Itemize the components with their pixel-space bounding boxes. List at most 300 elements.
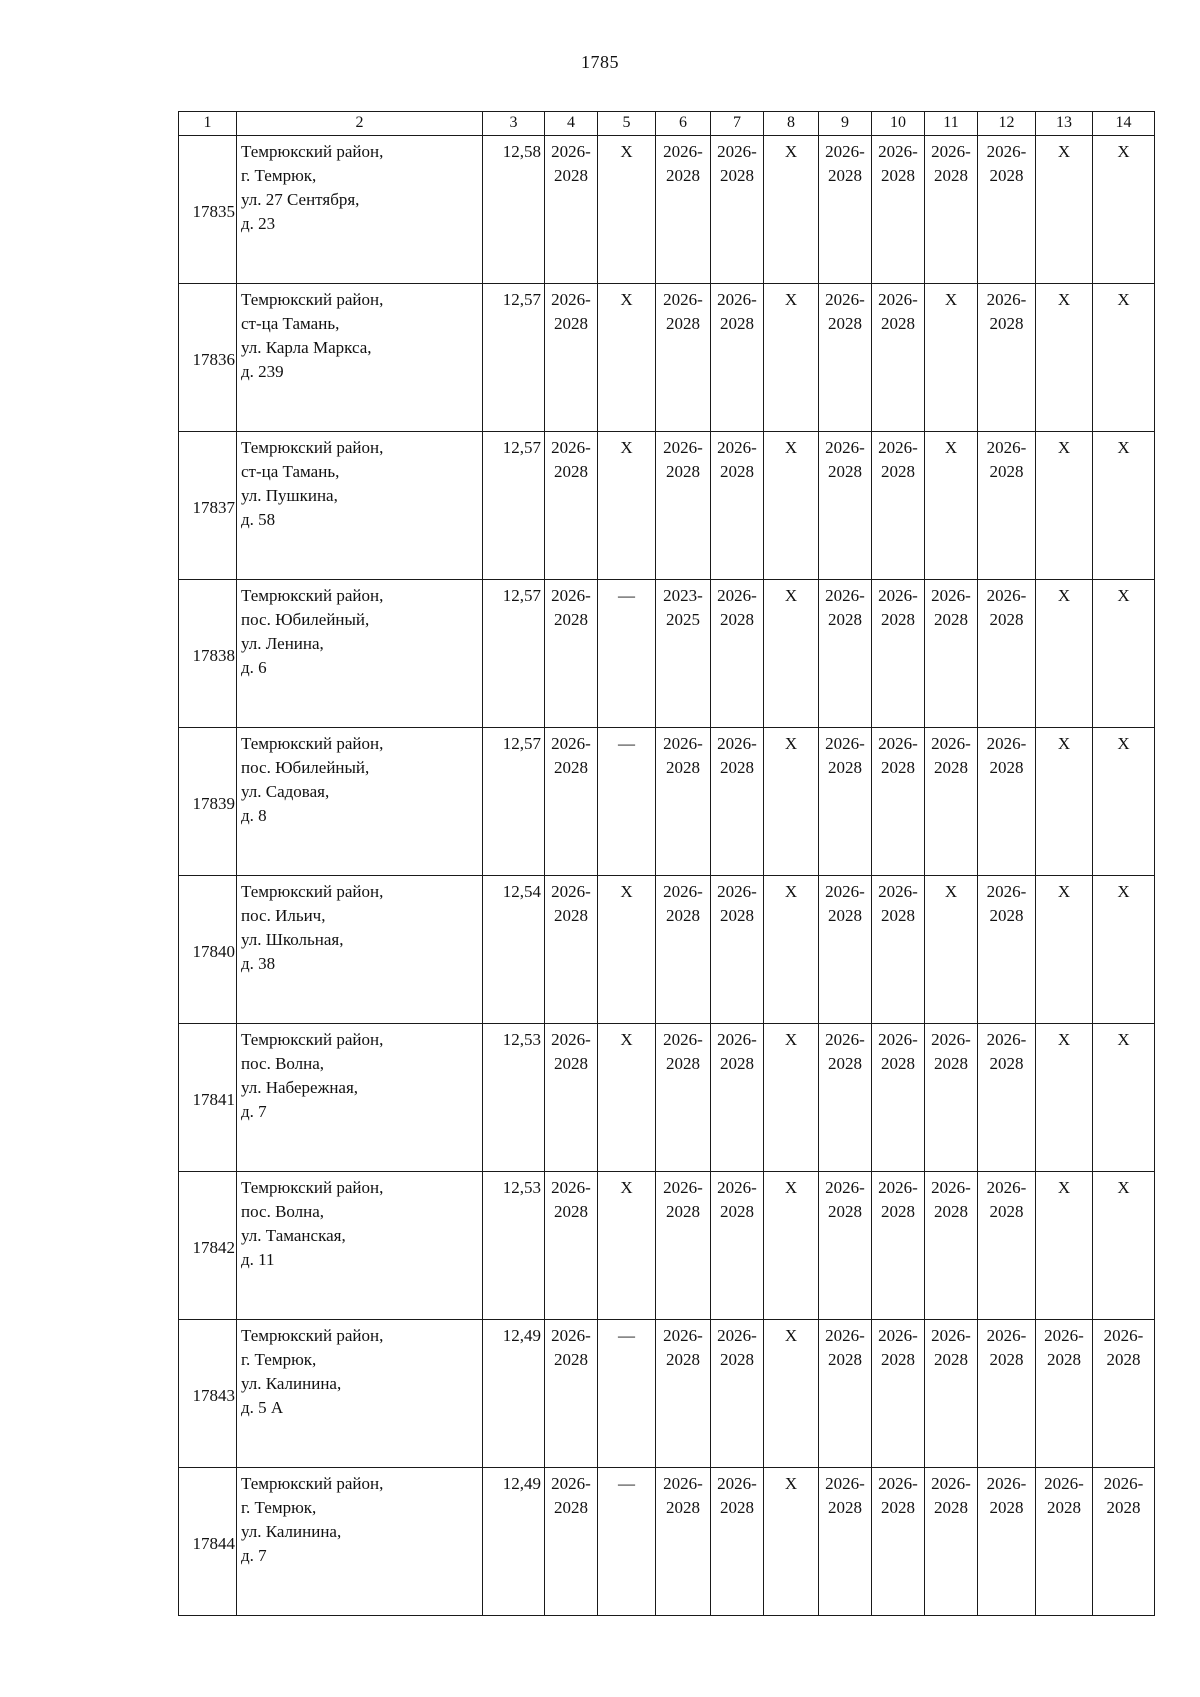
period-value: Х — [1057, 734, 1071, 753]
address-cell — [237, 136, 483, 284]
period-value: 2026- — [986, 882, 1027, 901]
period-value: 2028 — [720, 906, 754, 925]
period-value: Х — [620, 1178, 633, 1197]
address-line: ул. Ленина, — [241, 634, 324, 653]
period-value: 2028 — [666, 1054, 700, 1073]
row-number: 17837 — [179, 432, 237, 580]
address-line: ул. Пушкина, — [241, 486, 338, 505]
period-cell-col-10 — [872, 1320, 925, 1468]
period-value: 2026- — [1103, 1474, 1144, 1493]
period-cell-col-9 — [819, 432, 872, 580]
period-cell-col-7 — [711, 432, 764, 580]
period-value: Х — [1117, 586, 1130, 605]
period-value: 2028 — [989, 314, 1024, 333]
period-cell-col-14 — [1093, 136, 1155, 284]
period-cell-col-5 — [598, 432, 656, 580]
address-line: ул. Школьная, — [241, 930, 344, 949]
table-row — [179, 580, 1155, 728]
address-cell — [237, 876, 483, 1024]
period-cell-col-13 — [1036, 876, 1093, 1024]
period-value: 2026- — [878, 290, 918, 309]
table-row — [179, 136, 1155, 284]
table-body — [179, 112, 1155, 1616]
period-cell-col-8 — [764, 1320, 819, 1468]
period-cell-col-14 — [1093, 432, 1155, 580]
period-cell-col-9 — [819, 1172, 872, 1320]
address-line: д. 7 — [241, 1102, 267, 1121]
address-line: Темрюкский район, — [241, 1474, 384, 1493]
period-cell-col-8 — [764, 432, 819, 580]
period-cell-col-4 — [545, 136, 598, 284]
period-cell-col-9 — [819, 728, 872, 876]
period-value: 2028 — [554, 906, 588, 925]
period-value: 2026- — [551, 882, 591, 901]
period-cell-col-6 — [656, 1024, 711, 1172]
period-value: 2026- — [825, 1030, 865, 1049]
period-value: 2026- — [551, 142, 591, 161]
period-value: 2026- — [986, 1178, 1027, 1197]
address-cell — [237, 1468, 483, 1616]
period-value: Х — [784, 586, 798, 605]
period-value: 2026- — [825, 586, 865, 605]
period-cell-col-11 — [925, 432, 978, 580]
period-value: Х — [1117, 290, 1130, 309]
period-value: Х — [1057, 1030, 1071, 1049]
period-cell-col-10 — [872, 1468, 925, 1616]
period-value: 2028 — [554, 314, 588, 333]
period-cell-col-6 — [656, 1468, 711, 1616]
period-value: Х — [1117, 734, 1130, 753]
address-line: ул. Таманская, — [241, 1226, 346, 1245]
period-value: Х — [784, 290, 798, 309]
period-cell-col-5 — [598, 136, 656, 284]
rate-cell: 12,57 — [483, 580, 545, 728]
period-cell-col-8 — [764, 1172, 819, 1320]
period-cell-col-9 — [819, 1468, 872, 1616]
period-cell-col-8 — [764, 1024, 819, 1172]
period-value: 2028 — [554, 462, 588, 481]
period-cell-col-12 — [978, 1468, 1036, 1616]
address-cell — [237, 1024, 483, 1172]
period-value: 2028 — [828, 610, 862, 629]
period-value: 2026- — [551, 1030, 591, 1049]
period-cell-col-7 — [711, 728, 764, 876]
period-value: Х — [1057, 290, 1071, 309]
address-line: ул. Набережная, — [241, 1078, 359, 1097]
column-number-1: 1 — [179, 112, 237, 136]
period-value: 2026- — [663, 290, 703, 309]
period-cell-col-10 — [872, 136, 925, 284]
period-value: — — [618, 1474, 635, 1493]
address-line: Темрюкский район, — [241, 290, 384, 309]
table-row — [179, 728, 1155, 876]
period-value: 2026- — [717, 290, 757, 309]
period-value: 2028 — [989, 610, 1024, 629]
period-cell-col-12 — [978, 1024, 1036, 1172]
period-cell-col-11 — [925, 1320, 978, 1468]
period-value: Х — [1057, 142, 1071, 161]
rate-cell: 12,53 — [483, 1024, 545, 1172]
period-value: 2026- — [986, 734, 1027, 753]
period-value: 2028 — [989, 906, 1024, 925]
period-cell-col-7 — [711, 284, 764, 432]
period-value: 2023- — [663, 586, 703, 605]
period-cell-col-7 — [711, 1172, 764, 1320]
period-value: Х — [1057, 586, 1071, 605]
period-value: 2026- — [1103, 1326, 1144, 1345]
period-cell-col-5 — [598, 1172, 656, 1320]
table-row — [179, 284, 1155, 432]
period-cell-col-9 — [819, 1320, 872, 1468]
period-value: 2025 — [666, 610, 700, 629]
period-value: 2026- — [878, 1178, 918, 1197]
period-value: 2028 — [720, 1350, 754, 1369]
period-value: 2028 — [989, 1498, 1024, 1517]
address-line: Темрюкский район, — [241, 586, 384, 605]
period-value: 2026- — [825, 290, 865, 309]
period-value: 2028 — [720, 1054, 754, 1073]
address-cell — [237, 284, 483, 432]
row-number: 17838 — [179, 580, 237, 728]
period-value: 2026- — [1044, 1326, 1084, 1345]
period-cell-col-10 — [872, 728, 925, 876]
address-line: Темрюкский район, — [241, 1326, 384, 1345]
address-line: ст-ца Тамань, — [241, 462, 340, 481]
period-value: 2028 — [828, 1498, 862, 1517]
rate-cell: 12,57 — [483, 432, 545, 580]
address-line: ул. Садовая, — [241, 782, 330, 801]
rate-cell: 12,49 — [483, 1468, 545, 1616]
column-number-8: 8 — [764, 112, 819, 136]
period-value: 2028 — [989, 1350, 1024, 1369]
period-value: 2028 — [1047, 1498, 1081, 1517]
period-cell-col-10 — [872, 284, 925, 432]
period-value: 2028 — [720, 314, 754, 333]
period-cell-col-8 — [764, 136, 819, 284]
address-cell — [237, 580, 483, 728]
period-value: 2028 — [881, 1054, 915, 1073]
period-value: — — [618, 586, 635, 605]
period-cell-col-11 — [925, 876, 978, 1024]
period-cell-col-7 — [711, 136, 764, 284]
period-value: 2026- — [825, 734, 865, 753]
period-value: 2028 — [666, 462, 700, 481]
period-value: Х — [1117, 438, 1130, 457]
period-value: 2026- — [986, 1030, 1027, 1049]
period-value: 2026- — [986, 142, 1027, 161]
period-cell-col-8 — [764, 876, 819, 1024]
period-cell-col-4 — [545, 284, 598, 432]
period-value: 2028 — [934, 610, 968, 629]
period-cell-col-14 — [1093, 1172, 1155, 1320]
address-line: ул. Калинина, — [241, 1522, 342, 1541]
period-value: 2026- — [717, 734, 757, 753]
period-value: 2026- — [825, 142, 865, 161]
period-cell-col-4 — [545, 728, 598, 876]
period-value: 2026- — [551, 290, 591, 309]
period-value: 2028 — [666, 1350, 700, 1369]
period-value: 2026- — [931, 142, 971, 161]
period-value: 2026- — [878, 438, 918, 457]
period-cell-col-8 — [764, 284, 819, 432]
rate-cell: 12,53 — [483, 1172, 545, 1320]
row-number: 17844 — [179, 1468, 237, 1616]
address-line: Темрюкский район, — [241, 438, 384, 457]
address-line: д. 58 — [241, 510, 276, 529]
period-value: 2026- — [878, 882, 918, 901]
period-cell-col-5 — [598, 1468, 656, 1616]
period-cell-col-9 — [819, 284, 872, 432]
address-line: Темрюкский район, — [241, 142, 384, 161]
rate-cell: 12,58 — [483, 136, 545, 284]
period-value: Х — [784, 1326, 798, 1345]
period-value: 2026- — [663, 142, 703, 161]
period-cell-col-10 — [872, 1024, 925, 1172]
period-value: 2026- — [878, 142, 918, 161]
address-cell — [237, 1172, 483, 1320]
row-number: 17835 — [179, 136, 237, 284]
period-value: 2028 — [934, 1350, 968, 1369]
period-cell-col-14 — [1093, 1024, 1155, 1172]
period-cell-col-4 — [545, 1172, 598, 1320]
period-value: Х — [620, 142, 633, 161]
column-number-row — [179, 112, 1155, 136]
period-value: 2028 — [720, 166, 754, 185]
period-value: 2028 — [720, 610, 754, 629]
period-value: 2028 — [989, 1054, 1024, 1073]
period-value: 2026- — [986, 438, 1027, 457]
period-value: Х — [1057, 1178, 1071, 1197]
period-value: 2028 — [989, 166, 1024, 185]
period-value: Х — [944, 438, 958, 457]
row-number: 17836 — [179, 284, 237, 432]
period-value: 2028 — [1106, 1498, 1141, 1517]
period-value: Х — [944, 290, 958, 309]
address-line: д. 6 — [241, 658, 267, 677]
period-value: 2026- — [878, 1474, 918, 1493]
period-cell-col-7 — [711, 580, 764, 728]
period-value: 2028 — [720, 1202, 754, 1221]
period-value: Х — [620, 882, 633, 901]
period-cell-col-13 — [1036, 1024, 1093, 1172]
column-number-2: 2 — [237, 112, 483, 136]
column-number-12: 12 — [978, 112, 1036, 136]
period-value: 2028 — [666, 1202, 700, 1221]
period-value: 2026- — [717, 142, 757, 161]
period-value: 2026- — [878, 1326, 918, 1345]
table-row — [179, 1320, 1155, 1468]
period-cell-col-4 — [545, 876, 598, 1024]
period-value: 2028 — [554, 166, 588, 185]
address-line: пос. Юбилейный, — [241, 610, 370, 629]
column-number-5: 5 — [598, 112, 656, 136]
period-cell-col-9 — [819, 580, 872, 728]
table-row — [179, 1024, 1155, 1172]
column-number-14: 14 — [1093, 112, 1155, 136]
period-value: — — [618, 734, 635, 753]
period-cell-col-6 — [656, 284, 711, 432]
period-value: 2026- — [931, 586, 971, 605]
address-line: г. Темрюк, — [241, 166, 317, 185]
period-cell-col-4 — [545, 1320, 598, 1468]
table-row — [179, 1468, 1155, 1616]
period-cell-col-13 — [1036, 1320, 1093, 1468]
period-value: 2026- — [663, 1326, 703, 1345]
period-value: 2028 — [666, 1498, 700, 1517]
period-value: 2026- — [717, 1474, 757, 1493]
period-cell-col-4 — [545, 432, 598, 580]
row-number: 17842 — [179, 1172, 237, 1320]
period-value: 2026- — [717, 1178, 757, 1197]
rate-cell: 12,49 — [483, 1320, 545, 1468]
address-line: Темрюкский район, — [241, 1178, 384, 1197]
address-line: г. Темрюк, — [241, 1350, 317, 1369]
period-value: Х — [620, 1030, 633, 1049]
period-value: Х — [1117, 1030, 1130, 1049]
period-value: 2026- — [717, 586, 757, 605]
period-cell-col-12 — [978, 284, 1036, 432]
period-value: 2028 — [881, 610, 915, 629]
column-number-10: 10 — [872, 112, 925, 136]
period-cell-col-6 — [656, 1320, 711, 1468]
period-value: Х — [784, 734, 798, 753]
period-value: 2026- — [878, 734, 918, 753]
address-line: д. 5 А — [241, 1398, 284, 1417]
period-value: 2028 — [720, 1498, 754, 1517]
period-value: 2026- — [825, 1474, 865, 1493]
table-row — [179, 1172, 1155, 1320]
period-value: 2026- — [986, 1326, 1027, 1345]
period-value: 2028 — [554, 1350, 588, 1369]
period-cell-col-6 — [656, 876, 711, 1024]
period-value: 2028 — [554, 1498, 588, 1517]
period-value: Х — [784, 882, 798, 901]
period-cell-col-4 — [545, 1468, 598, 1616]
period-cell-col-12 — [978, 432, 1036, 580]
rate-cell: 12,57 — [483, 728, 545, 876]
period-cell-col-4 — [545, 580, 598, 728]
address-line: ул. 27 Сентября, — [241, 190, 360, 209]
column-number-13: 13 — [1036, 112, 1093, 136]
address-line: д. 23 — [241, 214, 276, 233]
period-value: 2028 — [881, 462, 915, 481]
period-value: 2028 — [934, 166, 968, 185]
period-value: Х — [784, 142, 798, 161]
period-value: 2026- — [931, 1474, 971, 1493]
period-cell-col-5 — [598, 876, 656, 1024]
period-cell-col-13 — [1036, 728, 1093, 876]
period-cell-col-12 — [978, 876, 1036, 1024]
address-line: д. 7 — [241, 1546, 267, 1565]
period-value: 2028 — [828, 166, 862, 185]
period-value: 2028 — [989, 1202, 1024, 1221]
period-cell-col-12 — [978, 136, 1036, 284]
period-cell-col-7 — [711, 1024, 764, 1172]
period-cell-col-12 — [978, 580, 1036, 728]
period-value: 2026- — [717, 882, 757, 901]
period-value: Х — [1117, 142, 1130, 161]
address-cell — [237, 432, 483, 580]
period-value: Х — [620, 438, 633, 457]
period-value: 2026- — [663, 734, 703, 753]
period-cell-col-6 — [656, 136, 711, 284]
period-cell-col-10 — [872, 876, 925, 1024]
period-value: — — [618, 1326, 635, 1345]
period-value: Х — [784, 1178, 798, 1197]
address-line: пос. Юбилейный, — [241, 758, 370, 777]
period-cell-col-5 — [598, 1024, 656, 1172]
period-value: 2028 — [828, 1202, 862, 1221]
period-value: 2028 — [881, 1202, 915, 1221]
register-table — [178, 111, 1155, 1616]
period-value: 2026- — [878, 586, 918, 605]
period-value: 2026- — [825, 1178, 865, 1197]
period-value: 2026- — [717, 1326, 757, 1345]
page-number: 1785 — [581, 52, 619, 72]
address-line: д. 239 — [241, 362, 284, 381]
period-cell-col-5 — [598, 580, 656, 728]
period-cell-col-12 — [978, 1320, 1036, 1468]
period-value: 2028 — [554, 1054, 588, 1073]
period-value: 2028 — [828, 1350, 862, 1369]
period-cell-col-14 — [1093, 580, 1155, 728]
period-cell-col-9 — [819, 876, 872, 1024]
address-line: д. 11 — [241, 1250, 275, 1269]
period-value: 2026- — [551, 586, 591, 605]
period-value: 2028 — [881, 758, 915, 777]
table-row — [179, 432, 1155, 580]
row-number: 17840 — [179, 876, 237, 1024]
column-number-4: 4 — [545, 112, 598, 136]
period-value: 2026- — [825, 438, 865, 457]
period-cell-col-11 — [925, 580, 978, 728]
period-value: 2026- — [663, 1178, 703, 1197]
period-value: 2026- — [931, 1030, 971, 1049]
address-cell — [237, 1320, 483, 1468]
period-value: 2026- — [931, 734, 971, 753]
period-value: 2026- — [551, 438, 591, 457]
period-value: 2026- — [663, 1474, 703, 1493]
period-cell-col-7 — [711, 1320, 764, 1468]
period-cell-col-11 — [925, 728, 978, 876]
period-value: 2028 — [720, 462, 754, 481]
period-value: Х — [620, 290, 633, 309]
address-line: д. 38 — [241, 954, 276, 973]
period-value: 2026- — [931, 1178, 971, 1197]
column-number-11: 11 — [925, 112, 978, 136]
period-cell-col-11 — [925, 136, 978, 284]
period-value: 2028 — [828, 462, 862, 481]
period-value: 2028 — [1106, 1350, 1141, 1369]
period-cell-col-14 — [1093, 728, 1155, 876]
period-cell-col-8 — [764, 580, 819, 728]
address-line: ул. Калинина, — [241, 1374, 342, 1393]
period-value: 2028 — [666, 314, 700, 333]
period-cell-col-9 — [819, 136, 872, 284]
period-cell-col-14 — [1093, 1320, 1155, 1468]
period-cell-col-13 — [1036, 1468, 1093, 1616]
period-value: 2026- — [717, 438, 757, 457]
period-cell-col-14 — [1093, 876, 1155, 1024]
period-cell-col-5 — [598, 728, 656, 876]
period-cell-col-5 — [598, 1320, 656, 1468]
period-value: 2026- — [931, 1326, 971, 1345]
period-cell-col-14 — [1093, 1468, 1155, 1616]
period-cell-col-11 — [925, 1024, 978, 1172]
period-cell-col-6 — [656, 580, 711, 728]
period-value: 2026- — [986, 1474, 1027, 1493]
period-value: 2028 — [934, 1054, 968, 1073]
